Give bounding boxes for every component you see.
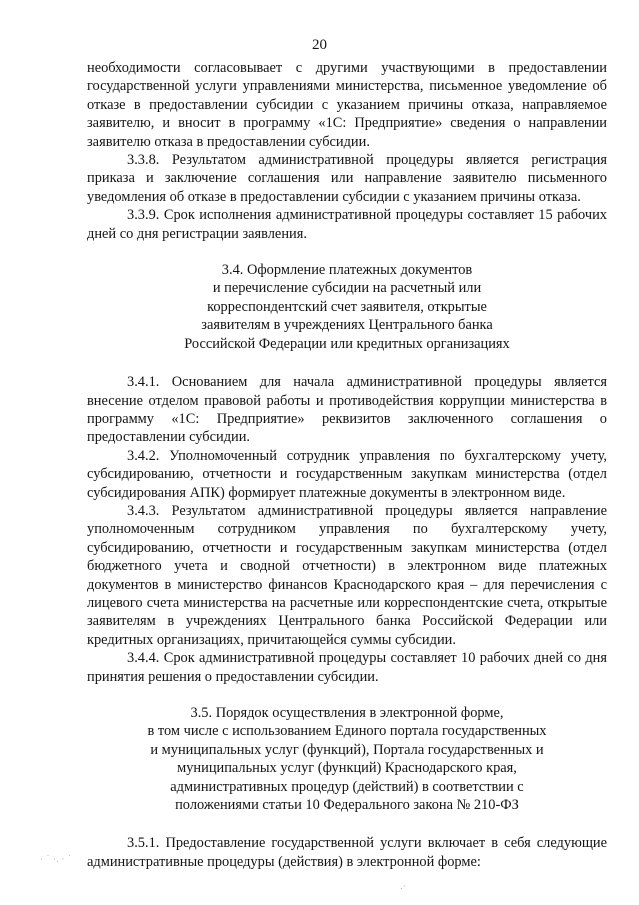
paragraph-continuation: необходимости согласовывает с другими участвующими в предоставлении государственной услуги управлениями министерства, письменное уведомление об отказе в предоставлении субсидии с указанием причины отказа, направляемое заявителю, и вносит в программу «1С: Предприятие» сведения о направлении заявителю отказа в предоставлении субсидии. xyxy=(87,60,607,150)
section-3-4-heading xyxy=(87,261,607,353)
heading-line: муниципальных услуг (функций) Краснодарского края, xyxy=(177,760,517,777)
paragraph-3-3-8: 3.3.8. Результатом административной процедуры является регистрация приказа и заключение соглашения или направление заявителю письменного уведомления об отказе в предоставлении субсидии с указанием причины отказа. xyxy=(87,152,607,205)
scan-artifact: .· xyxy=(400,882,406,892)
page-number: 20 xyxy=(312,37,327,53)
paragraph-3-4-4: 3.4.4. Срок административной процедуры составляет 10 рабочих дней со дня принятия решения о предоставлении субсидии. xyxy=(87,650,607,685)
scan-artifact: · ˙ ·. · ˙ xyxy=(40,855,72,865)
heading-line: административных процедур (действий) в соответствии с xyxy=(170,778,524,795)
heading-line: Российской Федерации или кредитных организациях xyxy=(184,335,510,352)
paragraph-3-5-1: 3.5.1. Предоставление государственной услуги включает в себя следующие административные процедуры (действия) в электронной форме: xyxy=(87,835,607,870)
heading-line: и перечисление субсидии на расчетный или xyxy=(212,280,482,297)
paragraph-3-3-9: 3.3.9. Срок исполнения административной процедуры составляет 15 рабочих дней со дня регистрации заявления. xyxy=(87,207,607,242)
heading-line: корреспондентский счет заявителя, открытые xyxy=(207,298,487,315)
paragraph-3-4-3: 3.4.3. Результатом административной процедуры является направление уполномоченным сотрудником управления по бухгалтерскому учету, субсидированию, отчетности и государственным закупкам министерства (отдел бюджетного учета и сводной отчетности) в электронном виде платежных документов в министерство финансов Краснодарского края – для перечисления с лицевого счета министерства на расчетные или корреспондентские счета, открытые заявителям в учреждениях Центрального банка Российской Федерации или кредитных организациях, причитающейся суммы субсидии. xyxy=(87,502,607,648)
heading-line: заявителям в учреждениях Центрального банка xyxy=(201,317,493,334)
document-body xyxy=(87,59,607,871)
heading-line: в том числе с использованием Единого портала государственных xyxy=(147,723,547,740)
paragraph-3-4-1: 3.4.1. Основанием для начала административной процедуры является внесение отделом правовой работы и противодействия коррупции министерства в программу «1С: Предприятие» реквизитов заключенного соглашения о предоставлении субсидии. xyxy=(87,374,607,446)
heading-line: 3.5. Порядок осуществления в электронной форме, xyxy=(190,705,504,721)
heading-line: 3.4. Оформление платежных документов xyxy=(221,262,473,279)
paragraph-3-4-2: 3.4.2. Уполномоченный сотрудник управления по бухгалтерскому учету, субсидированию, отчетности и государственным закупкам министерства (отдел субсидирования АПК) формирует платежные документы в электронном виде. xyxy=(87,447,607,501)
section-3-5-heading xyxy=(87,704,607,814)
heading-line: и муниципальных услуг (функций), Портала государственных и xyxy=(150,741,544,758)
heading-line: положениями статьи 10 Федерального закона № 210-ФЗ xyxy=(175,797,519,814)
